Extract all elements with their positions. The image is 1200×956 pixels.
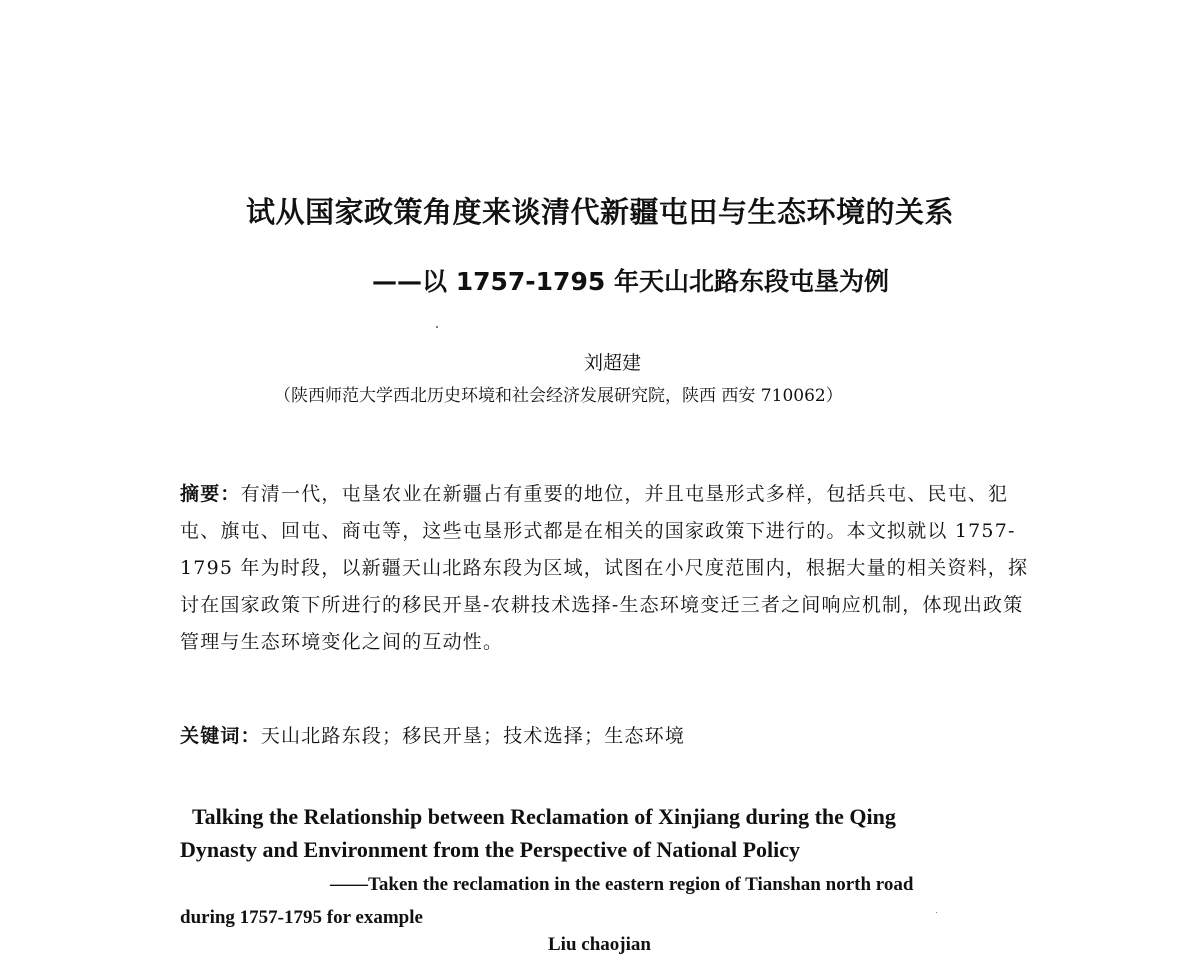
- paper-subtitle-en-line1: ——Taken the reclamation in the eastern region of Tianshan north road: [330, 874, 914, 895]
- paper-subtitle-en: [180, 868, 1030, 934]
- paper-title-en-line2: Dynasty and Environment from the Perspective of National Policy: [180, 837, 801, 862]
- abstract-zh: [180, 476, 1030, 661]
- abstract-label: 摘要：: [180, 483, 241, 505]
- scan-speck: [436, 326, 438, 328]
- paper-subtitle-en-line2: during 1757-1795 for example: [180, 907, 423, 928]
- paper-title-en: [180, 800, 1030, 866]
- author-affiliation-zh: （陕西师范大学西北历史环境和社会经济发展研究院，陕西 西安 710062）: [274, 386, 843, 406]
- author-name-en-cropped: Liu chaojian: [548, 934, 651, 955]
- scan-speck: [936, 912, 937, 913]
- paper-title-en-line1: Talking the Relationship between Reclamation of Xinjiang during the Qing: [192, 804, 896, 829]
- abstract-text: 有清一代，屯垦农业在新疆占有重要的地位，并且屯垦形式多样，包括兵屯、民屯、犯屯、旗屯、回屯、商屯等，这些屯垦形式都是在相关的国家政策下进行的。本文拟就以 1757-1795 年为时段，以新疆天山北路东段为区域，试图在小尺度范围内，根据大量的相关资料，探讨在国家政策下所进行的移民开垦-农耕技术选择-生态环境变迁三者之间响应机制，体现出政策管理与生态环境变化之间的互动性。: [180, 483, 1029, 653]
- author-name-zh: 刘超建: [583, 352, 641, 374]
- keywords-label: 关键词：: [180, 725, 261, 747]
- paper-title-zh: 试从国家政策角度来谈清代新疆屯田与生态环境的关系: [245, 195, 954, 229]
- keywords-zh: [180, 721, 1030, 748]
- keywords-text: 天山北路东段；移民开垦；技术选择；生态环境: [260, 725, 686, 747]
- paper-subtitle-zh: ——以 1757-1795 年天山北路东段屯垦为例: [372, 267, 889, 296]
